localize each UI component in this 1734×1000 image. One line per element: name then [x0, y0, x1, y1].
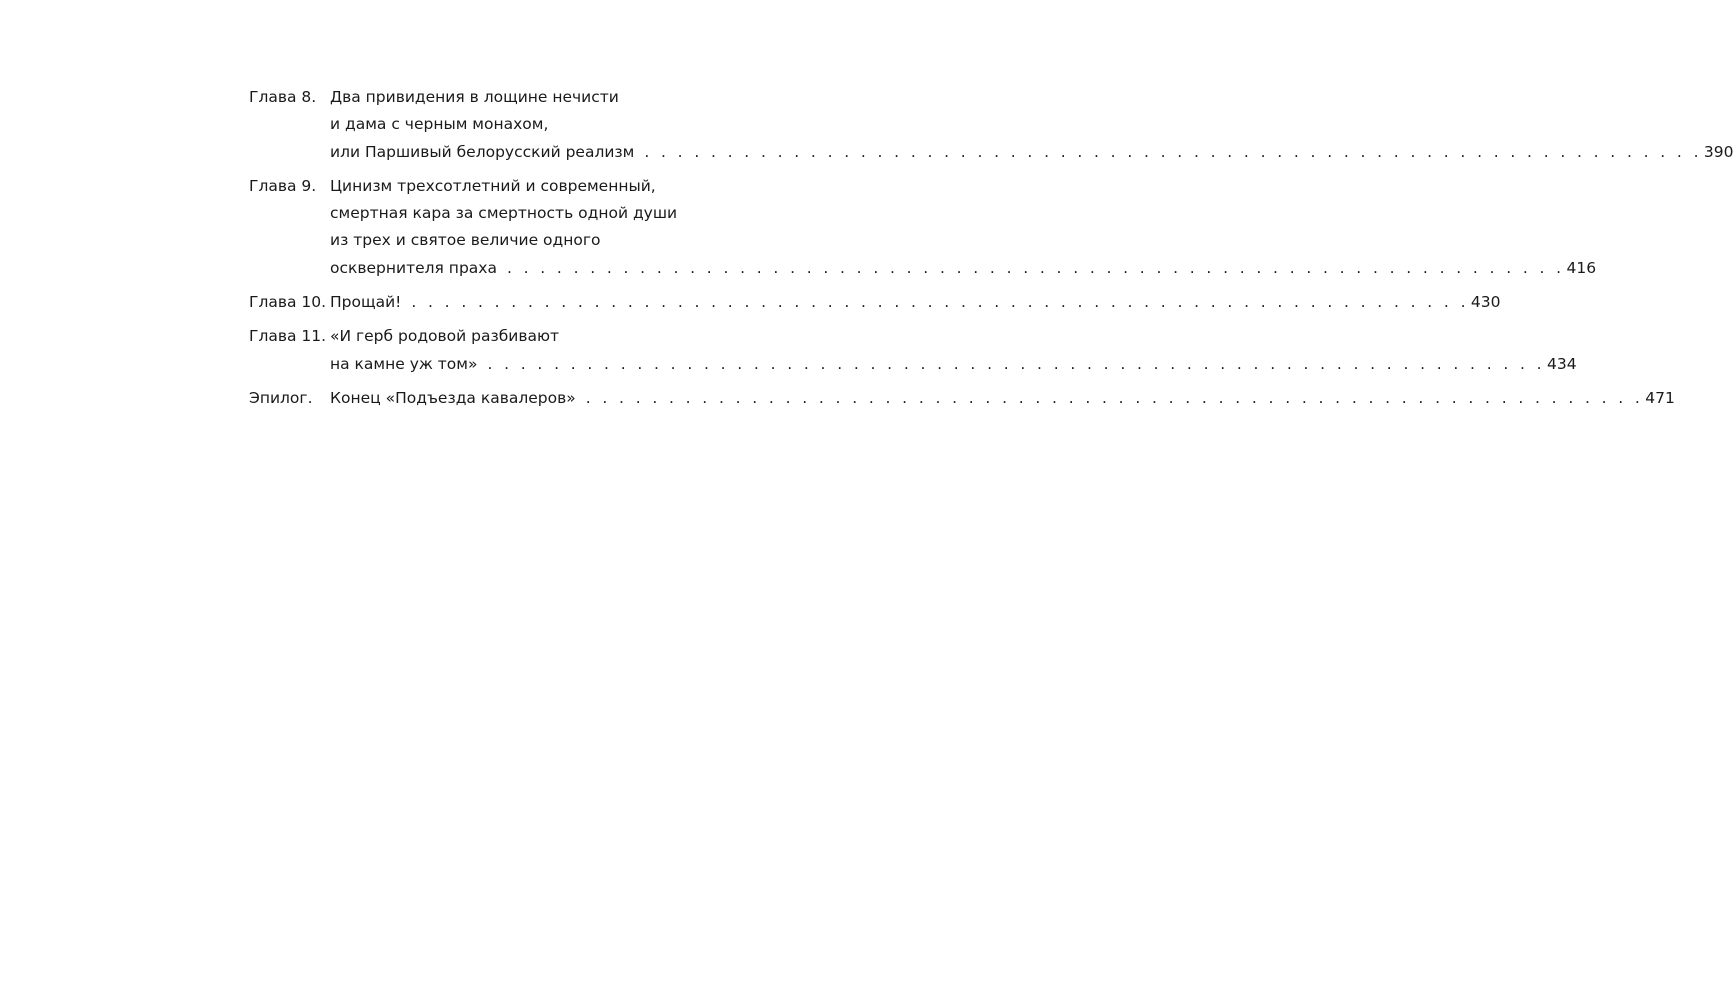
toc-entry-title-line: Конец «Подъезда кавалеров»: [330, 388, 576, 407]
toc-entry-last-line: [330, 255, 1596, 282]
toc-entry-title-line: и дама с черным монахом,: [330, 115, 549, 134]
toc-entry-label: Глава 10.: [249, 293, 327, 312]
toc-page-number: 434: [1547, 354, 1577, 373]
toc-entry-title-line: Два привидения в лощине нечисти: [330, 88, 619, 106]
toc-page-number: 471: [1645, 388, 1675, 407]
toc-entry-body: [330, 84, 1734, 166]
toc-entry-body: [330, 385, 1675, 412]
toc-entry-title-line: из трех и святое величие одного: [330, 231, 601, 250]
toc-entry[interactable]: [249, 289, 1501, 316]
dot-leader: . . . . . . . . . . . . . . . . . . . . . . . . . . . . . . . . . . . . . . . . . . . . . . . . . . . . . . . . . . . . . . . .: [644, 142, 1702, 161]
toc-entry-title-line: Цинизм трехсотлетний и современный,: [330, 176, 656, 195]
toc-entry-body: [330, 173, 1596, 282]
toc-entry[interactable]: [249, 173, 1597, 282]
toc-entry-last-line: [330, 289, 1501, 316]
table-of-contents: [249, 84, 1734, 419]
toc-entry-title-line: осквернителя праха: [330, 258, 497, 277]
toc-entry-title-line: «И герб родовой разбивают: [330, 327, 560, 346]
toc-entry-title-line: Прощай!: [330, 293, 402, 312]
dot-leader: . . . . . . . . . . . . . . . . . . . . . . . . . . . . . . . . . . . . . . . . . . . . . . . . . . . . . . . . . . . . . . . .: [585, 388, 1644, 407]
toc-entry-label: Эпилог.: [249, 388, 313, 407]
toc-entry-last-line: [330, 385, 1675, 412]
toc-entry-title-line: на камне уж том»: [330, 354, 478, 373]
dot-leader: . . . . . . . . . . . . . . . . . . . . . . . . . . . . . . . . . . . . . . . . . . . . . . . . . . . . . . . . . . . . . . . .: [411, 293, 1469, 312]
toc-entry-label: Глава 9.: [249, 176, 317, 195]
toc-entry[interactable]: [249, 323, 1577, 378]
toc-entry[interactable]: [249, 385, 1675, 412]
dot-leader: . . . . . . . . . . . . . . . . . . . . . . . . . . . . . . . . . . . . . . . . . . . . . . . . . . . . . . . . . . . . . . . .: [487, 354, 1545, 373]
toc-entry-label: Глава 8.: [249, 88, 317, 106]
toc-entry-title-line: или Паршивый белорусский реализм: [330, 142, 635, 161]
toc-entry-body: [330, 289, 1501, 316]
dot-leader: . . . . . . . . . . . . . . . . . . . . . . . . . . . . . . . . . . . . . . . . . . . . . . . . . . . . . . . . . . . . . . . .: [506, 258, 1565, 277]
toc-entry-last-line: [330, 351, 1577, 378]
toc-entry-body: [330, 323, 1577, 378]
toc-entry-label: Глава 11.: [249, 327, 327, 346]
toc-page-number: 416: [1566, 258, 1597, 277]
toc-page-number: 390: [1703, 142, 1734, 161]
toc-entry-last-line: [330, 139, 1734, 166]
toc-entry[interactable]: [249, 84, 1734, 166]
toc-page-number: 430: [1470, 293, 1501, 312]
toc-entry-title-line: смертная кара за смертность одной души: [330, 204, 678, 223]
